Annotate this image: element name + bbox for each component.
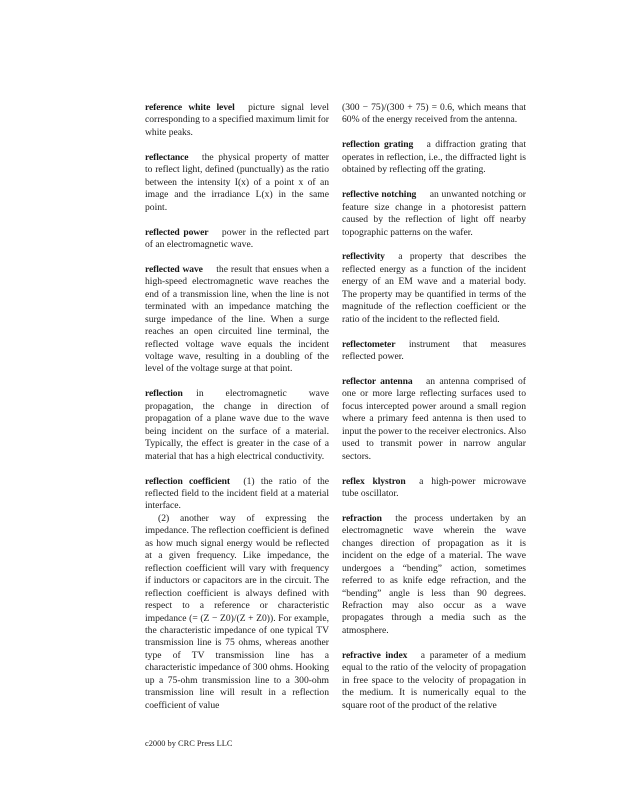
- entry-reflectometer: [342, 339, 526, 364]
- entry-term: refraction: [342, 512, 382, 524]
- entry-reflectance: [145, 152, 329, 214]
- entry-term: reflectance: [145, 151, 189, 163]
- entry-reflective-notching: [342, 189, 526, 239]
- entry-term: reflected wave: [145, 263, 203, 275]
- entry-reflected-wave: [145, 264, 329, 376]
- entry-term: reflection coefficient: [145, 475, 230, 487]
- entry-definition: the physical property of matter to reflect light, defined (punctually) as the ratio between the intensity I(x) of a point x of an image and the irradiance L(x) in the same point.: [145, 151, 329, 213]
- entry-term: reflection: [145, 388, 183, 400]
- entry-definition: an unwanted notching or feature size change in a photoresist pattern caused by the reflection of light off nearby topographic patterns on the wafer.: [342, 189, 526, 238]
- entry-continuation: [342, 102, 526, 127]
- entry-definition: picture signal level corresponding to a specified maximum limit for white peaks.: [145, 102, 329, 138]
- entry-reflectivity: [342, 251, 526, 326]
- entry-definition-continued: (2) another way of expressing the impedance. The reflection coefficient is defined as how much signal energy would be reflected at a given frequency. Like impedance, the reflection coefficient will vary with frequency if inductors or capacitors are in the circuit. The reflection coefficient is always defined with respect to a reference or characteristic impedance (= (Z − Z0)/(Z + Z0)). For example, the characteristic impedance of one typical TV transmission line is 75 ohms, whereas another type of TV transmission line has a characteristic impedance of 300 ohms. Hooking up a 75-ohm transmission line to a 300-ohm transmission line will result in a reflection coefficient of value: [145, 512, 329, 711]
- entry-definition: a high-power microwave tube oscillator.: [342, 475, 526, 499]
- entry-term: reflection grating: [342, 139, 414, 151]
- entry-definition: (300 − 75)/(300 + 75) = 0.6, which means that 60% of the energy received from the antenna.: [342, 102, 526, 126]
- copyright-footer: c2000 by CRC Press LLC: [145, 739, 233, 748]
- entry-term: reflex klystron: [342, 475, 406, 487]
- entry-definition: power in the reflected part of an electromagnetic wave.: [145, 226, 330, 250]
- entry-term: reflectivity: [342, 251, 385, 263]
- entry-term: reflectometer: [342, 338, 396, 350]
- entry-reflector-antenna: [342, 376, 526, 463]
- left-column: [145, 102, 329, 725]
- entry-definition: the process undertaken by an electromagnetic wave wherein the wave changes direction of propagation as it is incident on the edge of a material. The wave undergoes a “bending” action, sometimes referred to as knife edge refraction, and the “bending” angle is less than 90 degrees. Refraction may also occur as a wave propagates through a media such as the atmosphere.: [342, 512, 526, 636]
- entry-term: reflector antenna: [342, 375, 413, 387]
- entry-reflection-grating: [342, 139, 526, 176]
- entry-refractive-index: [342, 650, 526, 712]
- entry-definition: a property that describes the reflected energy as a function of the incident energy of an EM wave and a material body. The property may be quantified in terms of the magnitude of the reflection coefficient or the ratio of the incident to the reflected field.: [342, 251, 526, 325]
- entry-term: reference white level: [145, 102, 235, 113]
- entry-definition: an antenna comprised of one or more large reflecting surfaces used to focus intercepted power around a small region where a primary feed antenna is then used to input the power to the receiver electronics. Also used to transmit power in narrow angular sectors.: [342, 375, 526, 462]
- entry-reflection-coefficient: [145, 476, 329, 713]
- entry-refraction: [342, 513, 526, 638]
- entry-definition: in electromagnetic wave propagation, the change in direction of propagation of a plane wave due to the wave being incident on the surface of a material. Typically, the effect is greater in the case of a material that has a high electrical conductivity.: [145, 388, 329, 462]
- entry-definition: a diffraction grating that operates in reflection, i.e., the diffracted light is obtained by reflecting off the grating.: [342, 139, 526, 176]
- entry-term: refractive index: [342, 649, 408, 661]
- entry-reflected-power: [145, 227, 329, 252]
- entry-definition: a parameter of a medium equal to the ratio of the velocity of propagation in free space to the velocity of propagation in the medium. It is numerically equal to the square root of the product of the relative: [342, 649, 526, 711]
- entry-definition: instrument that measures reflected power.: [342, 338, 526, 362]
- entry-term: reflected power: [145, 226, 209, 238]
- entry-definition: the result that ensues when a high-speed electromagnetic wave reaches the end of a transmission line, when the line is not terminated with an impedance matching the surge impedance of the line. When a surge reaches an open circuited line terminal, the reflected voltage wave equals the incident voltage wave, resulting in a doubling of the level of the voltage surge at that point.: [145, 263, 329, 375]
- entry-term: reflective notching: [342, 189, 417, 201]
- right-column: [342, 102, 526, 725]
- entry-reflex-klystron: [342, 476, 526, 501]
- entry-definition: (1) the ratio of the reflected field to the incident field at a material interface.: [145, 475, 329, 512]
- entry-reflection: [145, 388, 329, 463]
- entry-reference-white-level: [145, 102, 329, 139]
